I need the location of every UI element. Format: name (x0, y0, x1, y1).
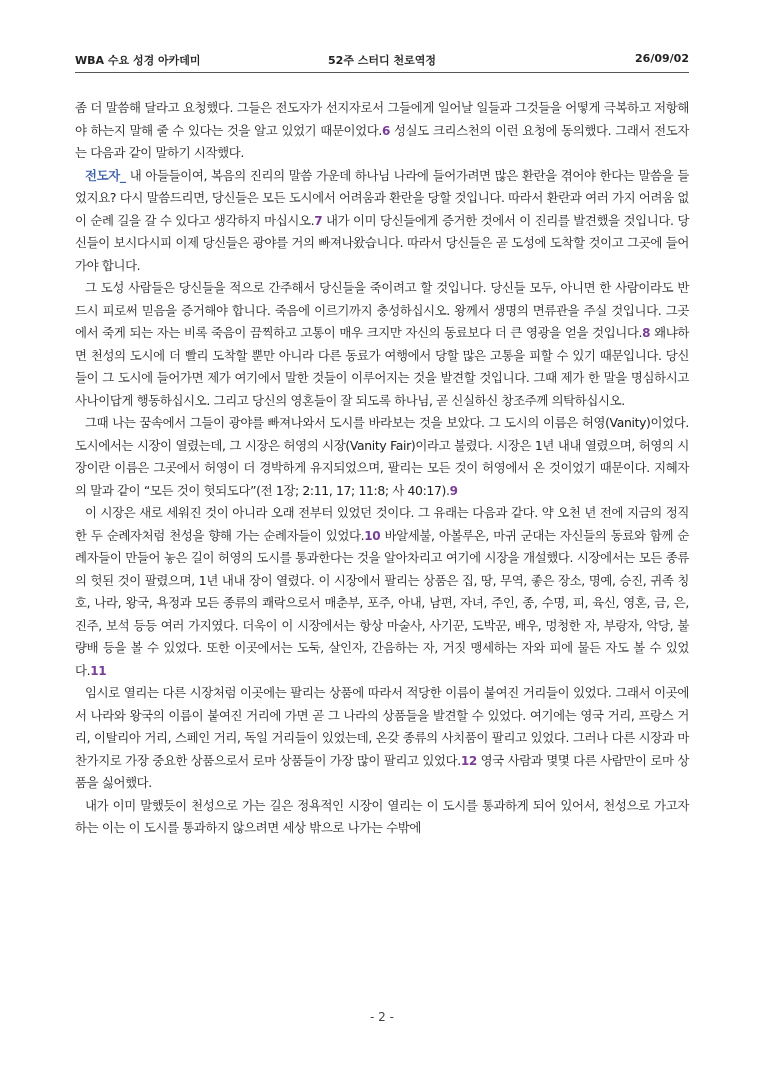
paragraph (75, 97, 689, 165)
footnote-number: 12 (460, 753, 477, 768)
document-body (75, 97, 689, 840)
header-academy-name: WBA 수요 성경 아카데미 (75, 54, 201, 67)
paragraph (75, 165, 689, 278)
paragraph-text: 임시로 열리는 다른 시장처럼 이곳에는 팔리는 상품에 따라서 적당한 이름이 붙여진 거리들이 있었다. 그래서 이곳에서 나라와 왕국의 이름이 붙여진 거리에 가면 곧 그 나라의 상품들을 발견할 수 있었다. 여기에는 영국 거리, 프랑스 거리, 이탈리아 거리, 스페인 거리, 독일 거리들이 있었는데, 온갖 종류의 사치품이 팔리고 있었다. 그러나 다른 시장과 마찬가지로 가장 중요한 상품으로서 로마 상품들이 가장 많이 팔리고 있었다. (75, 685, 689, 768)
footnote-number: 6 (382, 123, 391, 138)
paragraph (75, 502, 689, 682)
paragraph-text: 그 도성 사람들은 당신들을 적으로 간주해서 당신들을 죽이려고 할 것입니다. 당신들 모두, 아니면 한 사람이라도 반드시 피로써 믿음을 증거해야 합니다. 죽음에 이르기까지 충성하십시오. 왕께서 생명의 면류관을 주실 것입니다. 그곳에서 죽게 되는 자는 비록 죽음이 끔찍하고 고통이 매우 크지만 자신의 동료보다 더 큰 영광을 얻을 것입니다. (75, 280, 689, 340)
paragraph-text: 이 시장은 새로 세워진 것이 아니라 오래 전부터 있었던 것이다. 그 유래는 다음과 같다. 약 오천 년 전에 지금의 정직한 두 순례자처럼 천성을 향해 가는 순례자들이 있었다. (75, 505, 689, 543)
header-rule (75, 72, 689, 73)
paragraph-text: 바알세불, 아볼루온, 마귀 군대는 자신들의 동료와 함께 순례자들이 만들어 놓은 길이 허영의 도시를 통과한다는 것을 알아차리고 여기에 시장을 개설했다. 시장에서는 모든 종류의 헛된 것이 팔렸으며, 1년 내내 장이 열렸다. 이 시장에서 팔리는 상품은 집, 땅, 무역, 좋은 장소, 명예, 승진, 귀족 칭호, 나라, 왕국, 욕정과 모든 종류의 쾌락으로서 매춘부, 포주, 아내, 남편, 자녀, 주인, 종, 수명, 피, 육신, 영혼, 금, 은, 진주, 보석 등등 여러 가지였다. 더욱이 이 시장에서는 항상 마술사, 사기꾼, 도박꾼, 배우, 멍청한 자, 부랑자, 악당, 불량배 등을 볼 수 있었다. 또한 이곳에서는 도둑, 살인자, 간음하는 자, 거짓 맹세하는 자와 피에 물든 자도 볼 수 있었다. (75, 527, 689, 678)
paragraph-text: 왜냐하면 천성의 도시에 더 빨리 도착할 뿐만 아니라 다른 동료가 여행에서 당할 많은 고통을 피할 수 있기 때문입니다. 당신들이 그 도시에 들어가면 제가 여기에서 말한 것들이 이루어지는 것을 발견할 것입니다. 그때 제가 한 말을 명심하시고 사나이답게 행동하십시오. 그리고 당신의 영혼들이 잘 되도록 하나님, 곧 신실하신 창조주께 의탁하십시오. (75, 325, 689, 408)
paragraph-text: 내가 이미 당신들에게 증거한 것에서 이 진리를 발견했을 것입니다. 당신들이 보시다시피 이제 당신들은 광야를 거의 빠져나왔습니다. 따라서 당신들은 곧 도성에 도착할 것이고 그곳에 들어가야 합니다. (75, 212, 689, 273)
page-header (75, 52, 689, 72)
paragraph-text: 성실도 크리스천의 이런 요청에 동의했다. 그래서 전도자는 다음과 같이 말하기 시작했다. (75, 122, 689, 160)
paragraph (75, 412, 689, 502)
footnote-number: 9 (449, 483, 458, 498)
paragraph-text: 그때 나는 꿈속에서 그들이 광야를 빠져나와서 도시를 바라보는 것을 보았다. 그 도시의 이름은 허영(Vanity)이었다. 도시에서는 시장이 열렸는데, 그 시장은 허영의 시장(Vanity Fair)이라고 불렸다. 시장은 1년 내내 열렸으며, 허영의 시장이란 이름은 그곳에서 허영이 더 경박하게 유지되었으며, 팔리는 모든 것이 허영에서 온 것이었기 때문이다. 지혜자의 말과 같이 “모든 것이 헛되도다”(전 1장; 2:11, 17; 11:8; 사 40:17). (75, 415, 689, 498)
paragraph (75, 795, 689, 840)
paragraph-text: 영국 사람과 몇몇 다른 사람만이 로마 상품을 싫어했다. (75, 752, 689, 790)
paragraph-text: 내 아들들이여, 복음의 진리의 말씀 가운데 하나님 나라에 들어가려면 많은 환란을 겪어야 한다는 말씀을 들었지요? 다시 말씀드리면, 당신들은 모든 도시에서 어려움과 환란을 당할 것입니다. 따라서 환란과 여러 가지 어려움 없이 순례 길을 갈 수 있다고 생각하지 마십시오. (75, 167, 689, 228)
footnote-number: 10 (364, 528, 381, 543)
paragraph (75, 277, 689, 412)
footnote-number: 11 (90, 663, 107, 678)
footnote-number: 8 (642, 326, 651, 340)
header-study-title: 52주 스터디 천로역정 (328, 54, 436, 67)
footnote-number: 7 (314, 213, 323, 228)
speaker-label: 전도자_ (85, 167, 126, 183)
header-date: 26/09/02 (635, 52, 689, 65)
paragraph-text: 좀 더 말씀해 달라고 요청했다. 그들은 전도자가 선지자로서 그들에게 일어날 일들과 그것들을 어떻게 극복하고 저항해야 하는지 말해 줄 수 있다는 것을 알고 있었기 때문이었다. (75, 100, 689, 138)
page-number: - 2 - (370, 1010, 394, 1024)
paragraph-text: 내가 이미 말했듯이 천성으로 가는 길은 정욕적인 시장이 열리는 이 도시를 통과하게 되어 있어서, 천성으로 가고자 하는 이는 이 도시를 통과하지 않으려면 세상 밖으로 나가는 수밖에 (75, 797, 689, 835)
paragraph (75, 682, 689, 795)
